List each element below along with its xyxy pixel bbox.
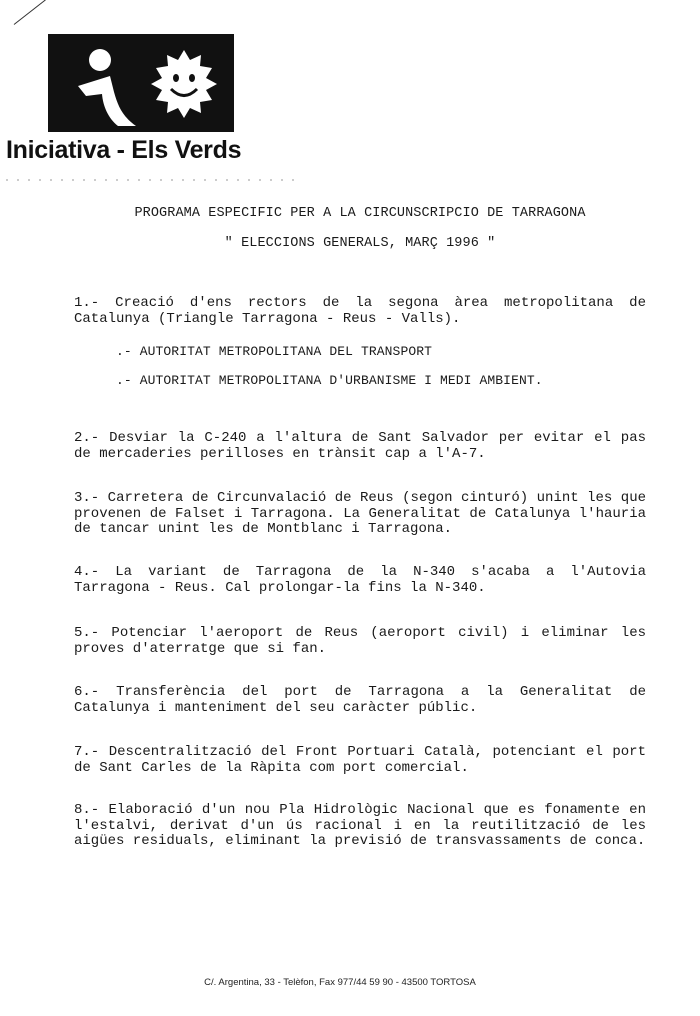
brand-name: Iniciativa - Els Verds [6,136,242,164]
program-item-2: 2.- Desviar la C-240 a l'altura de Sant Salvador per evitar el pas de mercaderies perilloses en trànsit cap a l'A-7. [74,430,646,462]
program-item-3: 3.- Carretera de Circunvalació de Reus (segon cinturó) unint les que provenen de Falset i Tarragona. La Generalitat de Catalunya l'hauria de tancar unint les de Montblanc i Tarragona. [74,490,646,537]
footer-address: C/. Argentina, 33 - Telèfon, Fax 977/44 59 90 - 43500 TORTOSA [204,977,476,988]
program-item-5: 5.- Potenciar l'aeroport de Reus (aeroport civil) i eliminar les proves d'aterratge que si fan. [74,625,646,657]
scan-mark [14,0,46,25]
program-item-6: 6.- Transferència del port de Tarragona a la Generalitat de Catalunya i manteniment del seu caràcter públic. [74,684,646,716]
iniciativa-logo-icon [48,34,234,132]
dotted-rule [6,176,296,184]
program-item-1: 1.- Creació d'ens rectors de la segona àrea metropolitana de Catalunya (Triangle Tarragona - Reus - Valls). [74,295,646,327]
document-subtitle: " ELECCIONS GENERALS, MARÇ 1996 " [224,236,496,251]
document-title: PROGRAMA ESPECIFIC PER A LA CIRCUNSCRIPCIO DE TARRAGONA [134,206,586,221]
program-item-7: 7.- Descentralització del Front Portuari Català, potenciant el port de Sant Carles de la Ràpita com port comercial. [74,744,646,776]
program-subitem-1b: .- AUTORITAT METROPOLITANA D'URBANISME I MEDI AMBIENT. [116,373,543,388]
program-item-8: 8.- Elaboració d'un nou Pla Hidrològic Nacional que es fonamente en l'estalvi, derivat d'un ús racional i en la reutilització de les aigües residuals, eliminant la previsió de transvassaments de conca. [74,802,646,849]
program-item-4: 4.- La variant de Tarragona de la N-340 s'acaba a l'Autovia Tarragona - Reus. Cal prolongar-la fins la N-340. [74,564,646,596]
program-subitem-1a: .- AUTORITAT METROPOLITANA DEL TRANSPORT [116,344,433,359]
organization-logo [48,34,234,132]
